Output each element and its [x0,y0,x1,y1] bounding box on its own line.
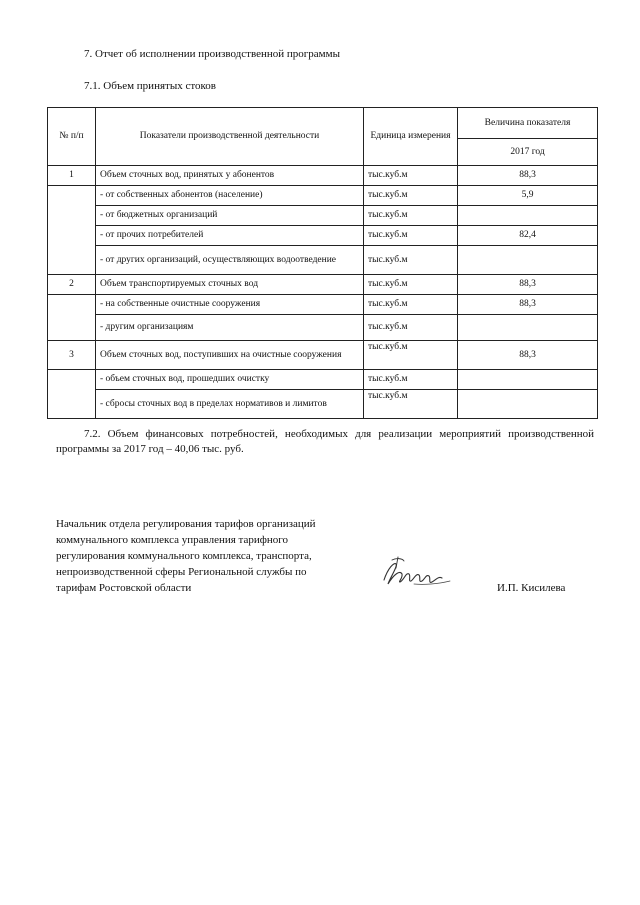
section-heading: 7. Отчет об исполнении производственной программы [84,48,340,60]
subsection-heading: 7.1. Объем принятых стоков [84,80,216,92]
table-row [48,341,598,370]
position-line: тарифам Ростовской области [56,582,192,594]
table-row [48,370,598,390]
cell-value: 88,3 [458,166,598,186]
table-row [48,315,598,341]
report-table [47,107,598,419]
cell-indicator: - другим организациям [96,315,364,341]
header-unit: Единица измерения [364,108,458,166]
cell-indicator: - сбросы сточных вод в пределах нормативов и лимитов [96,390,364,419]
table-row [48,226,598,246]
signature-block [56,516,366,596]
table-row [48,246,598,275]
cell-num [48,370,96,419]
cell-unit: тыс.куб.м [364,246,458,275]
cell-unit: тыс.куб.м [364,370,458,390]
cell-unit: тыс.куб.м [364,226,458,246]
cell-unit: тыс.куб.м [364,166,458,186]
cell-unit: тыс.куб.м [364,341,458,370]
cell-value: 5,9 [458,186,598,206]
cell-num: 3 [48,341,96,370]
position-line: коммунального комплекса управления тарифного [56,534,288,546]
cell-value [458,315,598,341]
cell-value [458,370,598,390]
cell-value [458,206,598,226]
table-row [48,390,598,419]
cell-indicator: - от других организаций, осуществляющих водоотведение [96,246,364,275]
cell-indicator: - от прочих потребителей [96,226,364,246]
cell-unit: тыс.куб.м [364,186,458,206]
position-line: непроизводственной сферы Региональной службы по [56,566,307,578]
financial-paragraph [56,427,594,457]
table-header-row [48,108,598,139]
header-value: Величина показателя [458,108,598,139]
cell-value: 82,4 [458,226,598,246]
cell-indicator: Объем сточных вод, принятых у абонентов [96,166,364,186]
handwritten-signature-icon [378,554,458,590]
cell-indicator: Объем транспортируемых сточных вод [96,275,364,295]
cell-value [458,246,598,275]
cell-indicator: - на собственные очистные сооружения [96,295,364,315]
cell-num [48,295,96,341]
cell-num: 1 [48,166,96,186]
position-line: регулирования коммунального комплекса, транспорта, [56,550,312,562]
cell-unit: тыс.куб.м [364,206,458,226]
cell-value: 88,3 [458,341,598,370]
table-row [48,275,598,295]
cell-unit: тыс.куб.м [364,295,458,315]
table-row [48,166,598,186]
cell-unit: тыс.куб.м [364,315,458,341]
header-year: 2017 год [458,139,598,166]
cell-num [48,186,96,275]
cell-value [458,390,598,419]
cell-indicator: Объем сточных вод, поступивших на очистные сооружения [96,341,364,370]
cell-unit: тыс.куб.м [364,390,458,419]
signer-name: И.П. Кисилева [497,582,566,594]
header-num: № п/п [48,108,96,166]
cell-value: 88,3 [458,275,598,295]
table-row [48,295,598,315]
header-indicator: Показатели производственной деятельности [96,108,364,166]
table-row [48,206,598,226]
cell-num: 2 [48,275,96,295]
table-row [48,186,598,206]
cell-indicator: - объем сточных вод, прошедших очистку [96,370,364,390]
cell-indicator: - от бюджетных организаций [96,206,364,226]
cell-value: 88,3 [458,295,598,315]
paragraph-text: 7.2. Объем финансовых потребностей, необходимых для реализации мероприятий производственной программы за 2017 год – 40,06 тыс. руб. [56,428,594,455]
position-line: Начальник отдела регулирования тарифов организаций [56,518,316,530]
cell-unit: тыс.куб.м [364,275,458,295]
cell-indicator: - от собственных абонентов (население) [96,186,364,206]
